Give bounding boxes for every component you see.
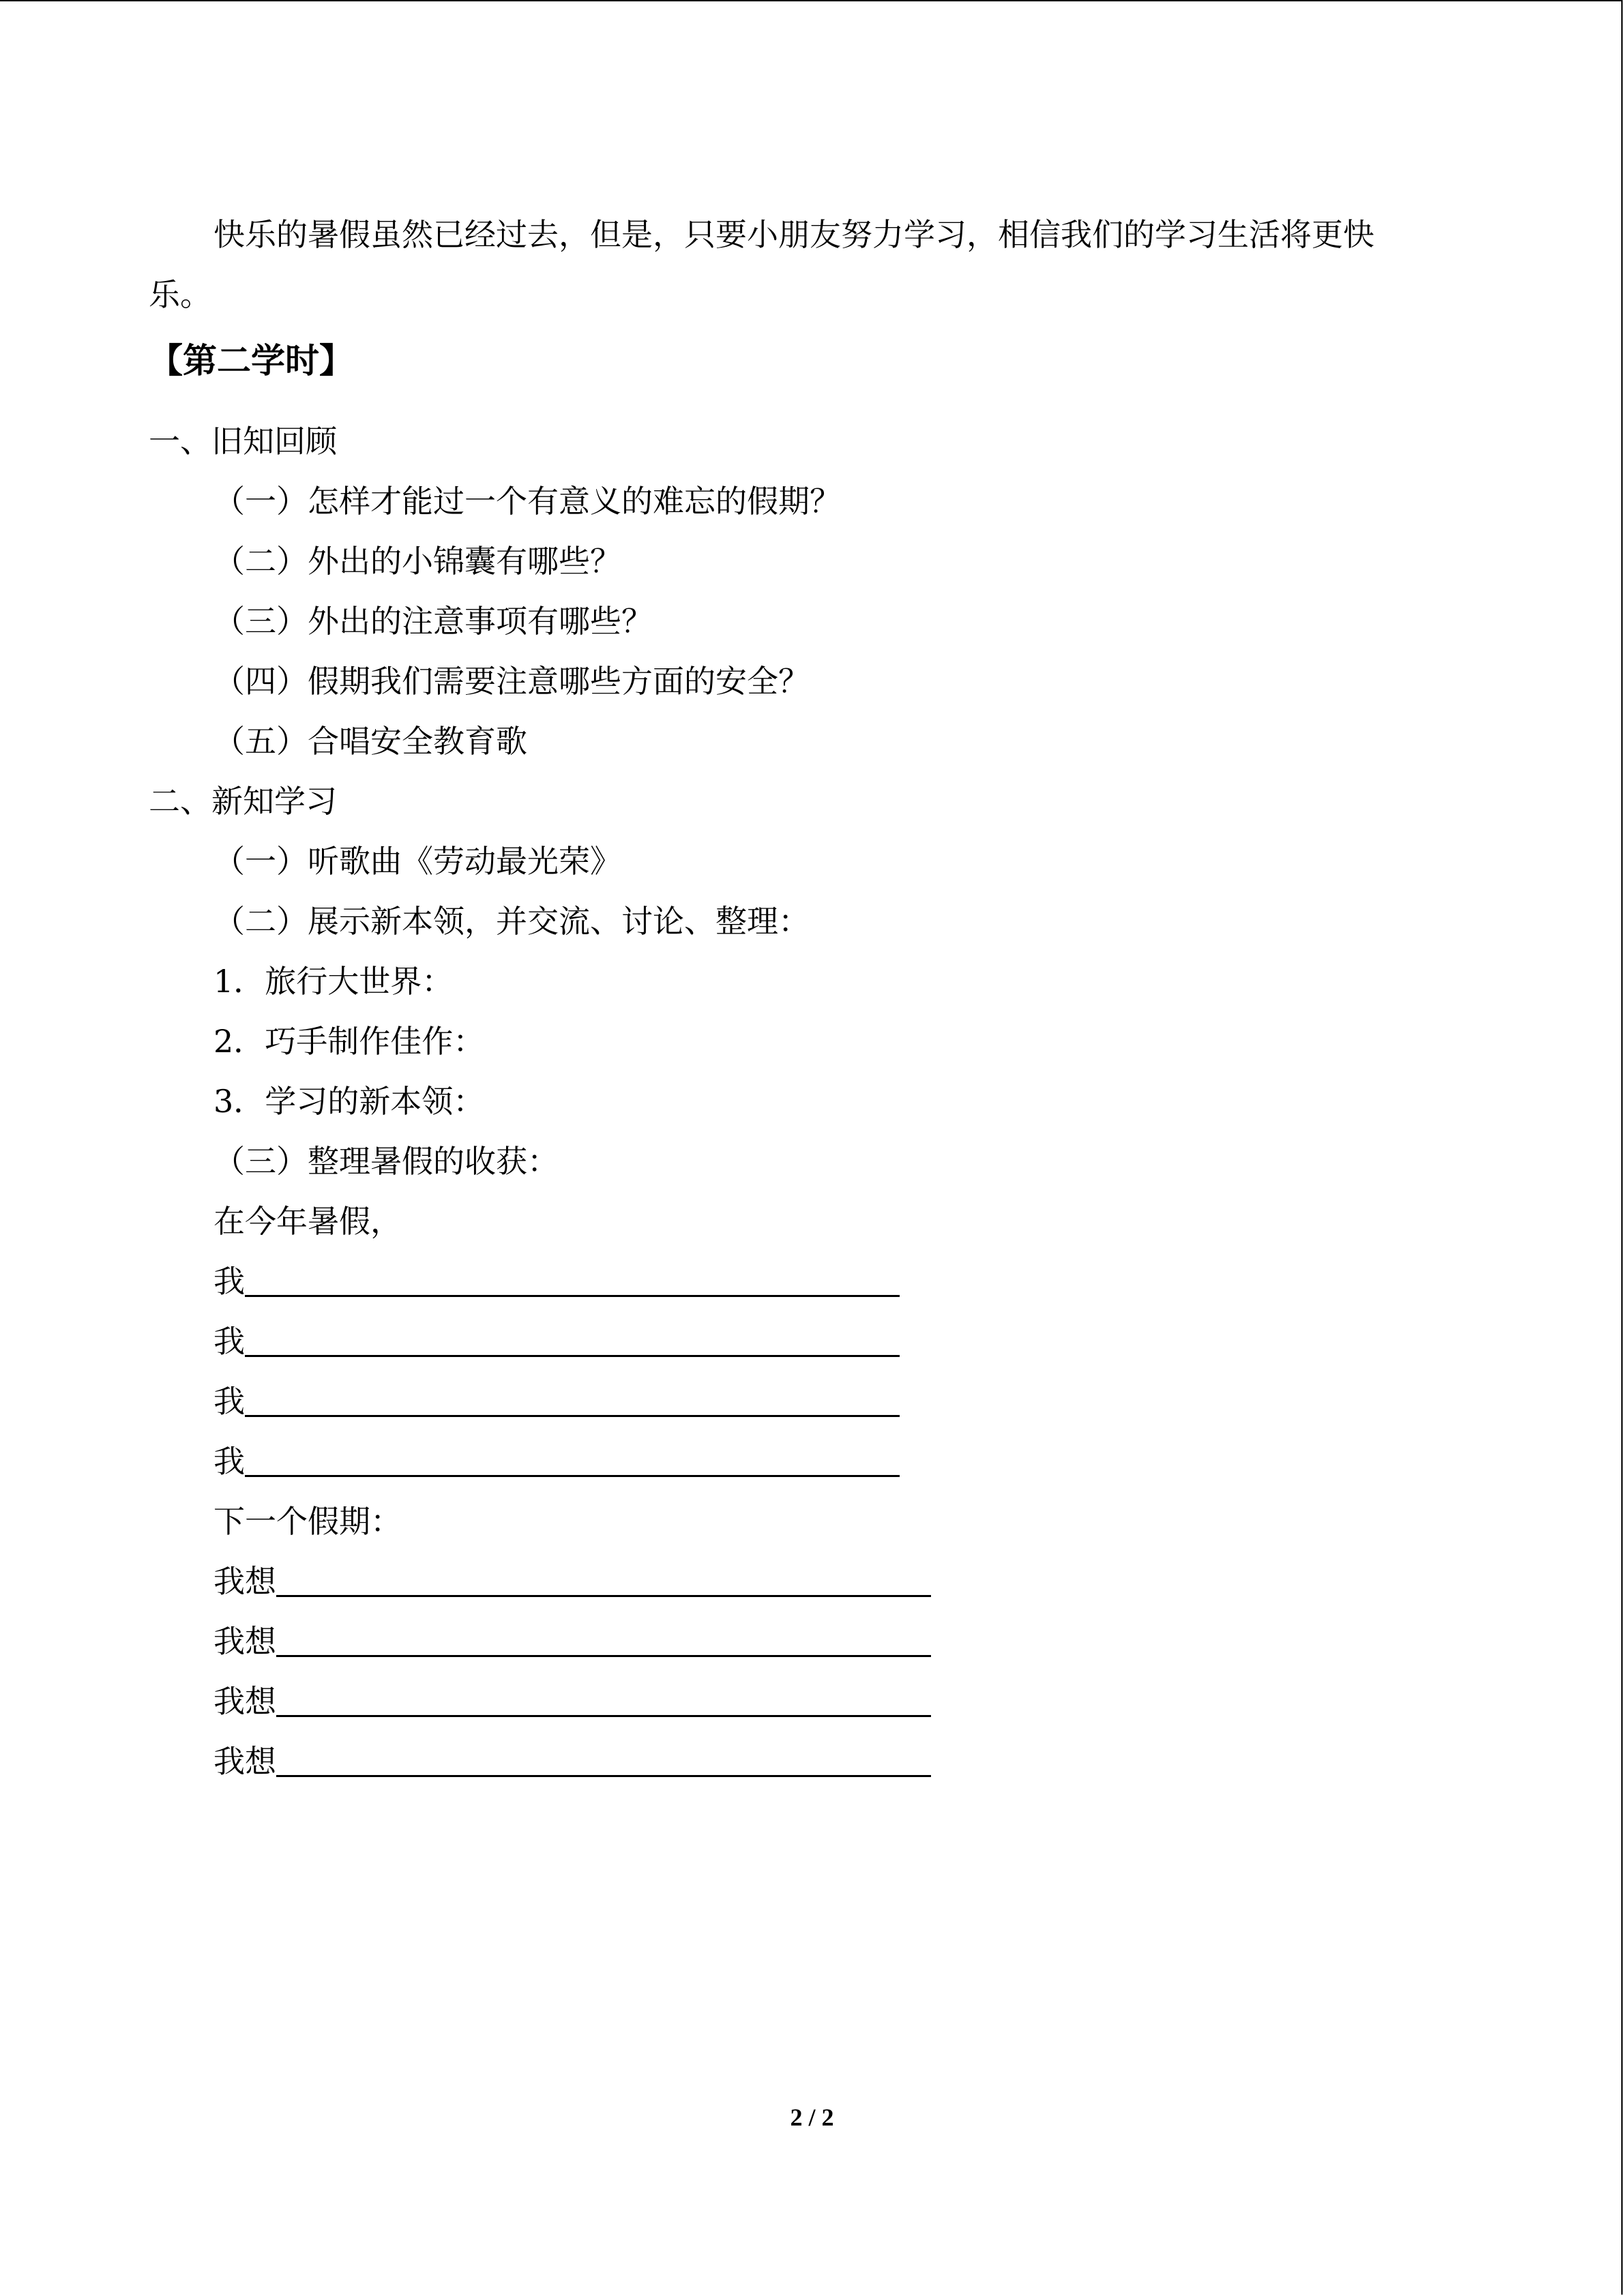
blank-line[interactable] xyxy=(276,1561,931,1597)
wish-lead: 我想 xyxy=(213,1683,276,1720)
study-item: 3．学习的新本领： xyxy=(213,1083,485,1120)
harvest-lead: 我 xyxy=(213,1443,245,1480)
study-item: （二）展示新本领，并交流、讨论、整理： xyxy=(213,903,810,940)
harvest-fill-row[interactable] xyxy=(213,1261,900,1302)
intro-line-1: 快乐的暑假虽然已经过去，但是，只要小朋友努力学习，相信我们的学习生活将更快 xyxy=(213,216,1374,253)
blank-line[interactable] xyxy=(245,1261,900,1297)
wish-fill-row[interactable] xyxy=(213,1681,931,1722)
harvest-lead: 我 xyxy=(213,1383,245,1420)
wish-fill-row[interactable] xyxy=(213,1561,931,1602)
blank-line[interactable] xyxy=(245,1381,900,1417)
review-item: （五）合唱安全教育歌 xyxy=(213,723,527,760)
harvest-fill-row[interactable] xyxy=(213,1441,900,1482)
study-item: （三）整理暑假的收获： xyxy=(213,1143,559,1180)
blank-line[interactable] xyxy=(276,1681,931,1717)
review-item: （一）怎样才能过一个有意义的难忘的假期？ xyxy=(213,483,841,520)
intro-line-2: 乐。 xyxy=(149,276,211,313)
blank-line[interactable] xyxy=(276,1741,931,1777)
wish-lead: 我想 xyxy=(213,1743,276,1780)
harvest-intro: 在今年暑假， xyxy=(213,1203,402,1240)
next-holiday-intro: 下一个假期： xyxy=(213,1503,402,1540)
wish-lead: 我想 xyxy=(213,1563,276,1600)
study-item: 2．巧手制作佳作： xyxy=(213,1023,485,1060)
study-item: 1．旅行大世界： xyxy=(213,963,454,1000)
harvest-lead: 我 xyxy=(213,1263,245,1300)
part2-heading: 二、新知学习 xyxy=(149,783,337,820)
blank-line[interactable] xyxy=(276,1621,931,1657)
wish-fill-row[interactable] xyxy=(213,1621,931,1662)
review-item: （三）外出的注意事项有哪些？ xyxy=(213,603,653,640)
harvest-lead: 我 xyxy=(213,1323,245,1360)
review-item: （二）外出的小锦囊有哪些？ xyxy=(213,543,621,580)
blank-line[interactable] xyxy=(245,1441,900,1477)
study-item: （一）听歌曲《劳动最光荣》 xyxy=(213,843,621,880)
page-number: 2 / 2 xyxy=(790,2104,834,2131)
harvest-fill-row[interactable] xyxy=(213,1321,900,1362)
wish-lead: 我想 xyxy=(213,1623,276,1660)
blank-line[interactable] xyxy=(245,1321,900,1357)
harvest-fill-row[interactable] xyxy=(213,1381,900,1422)
section-title: 【第二学时】 xyxy=(149,341,353,381)
wish-fill-row[interactable] xyxy=(213,1741,931,1782)
part1-heading: 一、旧知回顾 xyxy=(149,423,337,460)
review-item: （四）假期我们需要注意哪些方面的安全？ xyxy=(213,663,810,700)
